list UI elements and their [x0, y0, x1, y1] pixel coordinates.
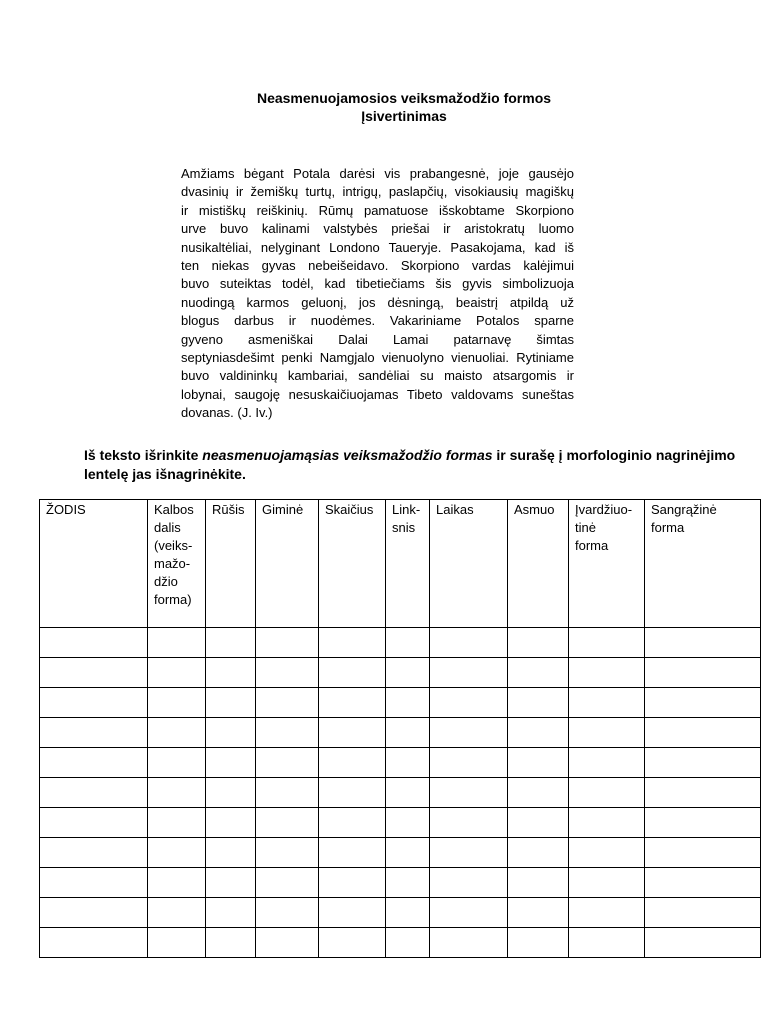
passage-line: lobynai, saugoję nesuskaičiuojamas Tibeto valdovams suneštas: [181, 386, 574, 402]
table-cell[interactable]: [148, 718, 206, 748]
header-cell: Įvardžiuo- tinė forma: [569, 500, 645, 628]
table-cell[interactable]: [386, 838, 430, 868]
table-cell[interactable]: [386, 718, 430, 748]
table-cell[interactable]: [148, 628, 206, 658]
table-cell[interactable]: [645, 898, 761, 928]
header-cell: Link- snis: [386, 500, 430, 628]
table-cell[interactable]: [206, 898, 256, 928]
table-cell[interactable]: [386, 658, 430, 688]
table-cell[interactable]: [40, 718, 148, 748]
table-cell[interactable]: [256, 718, 319, 748]
table-cell[interactable]: [569, 718, 645, 748]
table-cell[interactable]: [386, 808, 430, 838]
table-cell[interactable]: [508, 868, 569, 898]
table-cell[interactable]: [40, 628, 148, 658]
passage-line: ten niekas gyvas nebeišeidavo. Skorpiono vardas kalėjimui: [181, 257, 574, 273]
table-cell[interactable]: [569, 928, 645, 958]
table-cell[interactable]: [256, 658, 319, 688]
table-cell[interactable]: [206, 838, 256, 868]
table-cell[interactable]: [645, 628, 761, 658]
table-cell[interactable]: [645, 718, 761, 748]
table-cell[interactable]: [256, 748, 319, 778]
table-cell[interactable]: [206, 778, 256, 808]
table-cell[interactable]: [256, 688, 319, 718]
passage-line: urve buvo kalinami valstybės priešai ir aristokratų luomo: [181, 221, 574, 237]
instruction-emphasis: neasmenuojamąsias veiksmažodžio formas: [202, 447, 493, 463]
header-cell: Skaičius: [319, 500, 386, 628]
table-cell[interactable]: [508, 628, 569, 658]
table-cell[interactable]: [508, 748, 569, 778]
table-cell[interactable]: [148, 778, 206, 808]
table-cell[interactable]: [386, 748, 430, 778]
table-cell[interactable]: [645, 658, 761, 688]
table-cell[interactable]: [569, 628, 645, 658]
table-cell[interactable]: [645, 868, 761, 898]
table-cell[interactable]: [40, 808, 148, 838]
passage-line: buvo valdininkų kambariai, sandėliai su maisto atsargomis ir: [181, 368, 574, 384]
table-cell[interactable]: [508, 658, 569, 688]
table-cell[interactable]: [148, 838, 206, 868]
table-cell[interactable]: [40, 898, 148, 928]
table-cell[interactable]: [206, 718, 256, 748]
table-cell[interactable]: [40, 748, 148, 778]
table-row: [40, 748, 761, 778]
header-cell: ŽODIS: [40, 500, 148, 628]
table-cell[interactable]: [206, 868, 256, 898]
table-cell[interactable]: [386, 688, 430, 718]
table-cell[interactable]: [569, 898, 645, 928]
table-cell[interactable]: [569, 658, 645, 688]
table-cell[interactable]: [319, 928, 386, 958]
table-cell[interactable]: [148, 748, 206, 778]
passage-line: nuodingą karmos geluonį, jos dėsningą, beaistrį atpildą už: [181, 294, 574, 310]
table-cell[interactable]: [319, 778, 386, 808]
table-header-row: [40, 500, 761, 628]
header-cell: Asmuo: [508, 500, 569, 628]
instruction-text-end: ir surašę į morfologinio nagrinėjimo lentelę jas išnagrinėkite.: [84, 447, 736, 482]
table-cell[interactable]: [508, 838, 569, 868]
table-cell[interactable]: [148, 898, 206, 928]
table-cell[interactable]: [206, 748, 256, 778]
table-cell[interactable]: [206, 688, 256, 718]
table-cell[interactable]: [508, 778, 569, 808]
table-cell[interactable]: [319, 808, 386, 838]
table-cell[interactable]: [430, 688, 508, 718]
header-cell: Kalbos dalis (veiks- mažo- džio forma): [148, 500, 206, 628]
table-cell[interactable]: [430, 748, 508, 778]
table-row: [40, 628, 761, 658]
table-cell[interactable]: [569, 778, 645, 808]
table-cell[interactable]: [319, 658, 386, 688]
table-row: [40, 928, 761, 958]
table-cell[interactable]: [386, 778, 430, 808]
table-cell[interactable]: [148, 868, 206, 898]
table-cell[interactable]: [430, 718, 508, 748]
table-cell[interactable]: [430, 838, 508, 868]
table-cell[interactable]: [430, 868, 508, 898]
table-cell[interactable]: [508, 688, 569, 718]
table-row: [40, 808, 761, 838]
document-subtitle: Įsivertinimas: [361, 108, 447, 124]
table-cell[interactable]: [569, 748, 645, 778]
table-cell[interactable]: [508, 898, 569, 928]
table-cell[interactable]: [508, 808, 569, 838]
table-cell[interactable]: [40, 868, 148, 898]
table-cell[interactable]: [319, 628, 386, 658]
table-cell[interactable]: [319, 868, 386, 898]
table-cell[interactable]: [148, 928, 206, 958]
table-cell[interactable]: [40, 658, 148, 688]
table-cell[interactable]: [386, 868, 430, 898]
table-cell[interactable]: [319, 688, 386, 718]
table-cell[interactable]: [508, 718, 569, 748]
table-cell[interactable]: [645, 778, 761, 808]
table-cell[interactable]: [256, 898, 319, 928]
table-cell[interactable]: [148, 688, 206, 718]
text-passage: [181, 165, 574, 422]
table-cell[interactable]: [430, 928, 508, 958]
table-cell[interactable]: [386, 928, 430, 958]
table-cell[interactable]: [256, 778, 319, 808]
table-cell[interactable]: [256, 628, 319, 658]
passage-line: ir mistiškų reiškinių. Rūmų pamatuose išskobtame Skorpiono: [181, 202, 574, 218]
table-cell[interactable]: [319, 718, 386, 748]
table-cell[interactable]: [40, 688, 148, 718]
table-cell[interactable]: [430, 808, 508, 838]
table-cell[interactable]: [386, 628, 430, 658]
table-row: [40, 658, 761, 688]
table-cell[interactable]: [430, 658, 508, 688]
instruction-text-start: Iš teksto išrinkite: [84, 447, 203, 463]
table-cell[interactable]: [430, 778, 508, 808]
table-cell[interactable]: [569, 808, 645, 838]
table-cell[interactable]: [206, 808, 256, 838]
header-cell: Sangrąžinė forma: [645, 500, 761, 628]
table-row: [40, 838, 761, 868]
table-cell[interactable]: [430, 898, 508, 928]
passage-line: blogus darbus ir nuodėmes. Vakariniame Potalos sparne: [181, 313, 574, 329]
table-cell[interactable]: [319, 748, 386, 778]
table-cell[interactable]: [40, 928, 148, 958]
morphology-table: [39, 499, 761, 958]
header-cell: Giminė: [256, 500, 319, 628]
passage-line: dovanas. (J. Iv.): [181, 405, 273, 421]
table-cell[interactable]: [645, 838, 761, 868]
table-cell[interactable]: [645, 688, 761, 718]
table-row: [40, 898, 761, 928]
table-cell[interactable]: [645, 928, 761, 958]
table-cell[interactable]: [645, 808, 761, 838]
table-cell[interactable]: [386, 898, 430, 928]
table-cell[interactable]: [206, 658, 256, 688]
table-row: [40, 778, 761, 808]
table-cell[interactable]: [256, 838, 319, 868]
table-cell[interactable]: [148, 658, 206, 688]
table-cell[interactable]: [148, 808, 206, 838]
passage-line: gyveno asmeniškai Dalai Lamai patarnavę šimtas: [181, 331, 574, 347]
table-cell[interactable]: [319, 838, 386, 868]
table-cell[interactable]: [569, 688, 645, 718]
table-cell[interactable]: [40, 778, 148, 808]
table-cell[interactable]: [569, 838, 645, 868]
table-cell[interactable]: [645, 748, 761, 778]
table-cell[interactable]: [256, 808, 319, 838]
table-cell[interactable]: [40, 838, 148, 868]
table-cell[interactable]: [508, 928, 569, 958]
passage-line: buvo suteiktas todėl, kad tibetiečiams šis gyvis simbolizuoja: [181, 276, 574, 292]
table-cell[interactable]: [206, 928, 256, 958]
passage-line: septyniasdešimt penki Namgjalo vienuolyno vienuoliai. Rytiniame: [181, 349, 574, 365]
passage-line: nusikaltėliai, nelyginant Londono Taueryje. Pasakojama, kad iš: [181, 239, 574, 255]
table-cell[interactable]: [430, 628, 508, 658]
passage-line: dvasinių ir žemiškų turtų, intrigų, paslapčių, visokiausių magiškų: [181, 184, 574, 200]
table-row: [40, 718, 761, 748]
table-cell[interactable]: [256, 928, 319, 958]
table-cell[interactable]: [206, 628, 256, 658]
passage-line: Amžiams bėgant Potala darėsi vis prabangesnė, joje gausėjo: [181, 166, 574, 181]
table-cell[interactable]: [319, 898, 386, 928]
table-row: [40, 868, 761, 898]
header-cell: Rūšis: [206, 500, 256, 628]
table-cell[interactable]: [256, 868, 319, 898]
table-cell[interactable]: [569, 868, 645, 898]
document-title: Neasmenuojamosios veiksmažodžio formos: [256, 90, 552, 106]
table-row: [40, 688, 761, 718]
task-instruction: [84, 446, 744, 483]
header-cell: Laikas: [430, 500, 508, 628]
